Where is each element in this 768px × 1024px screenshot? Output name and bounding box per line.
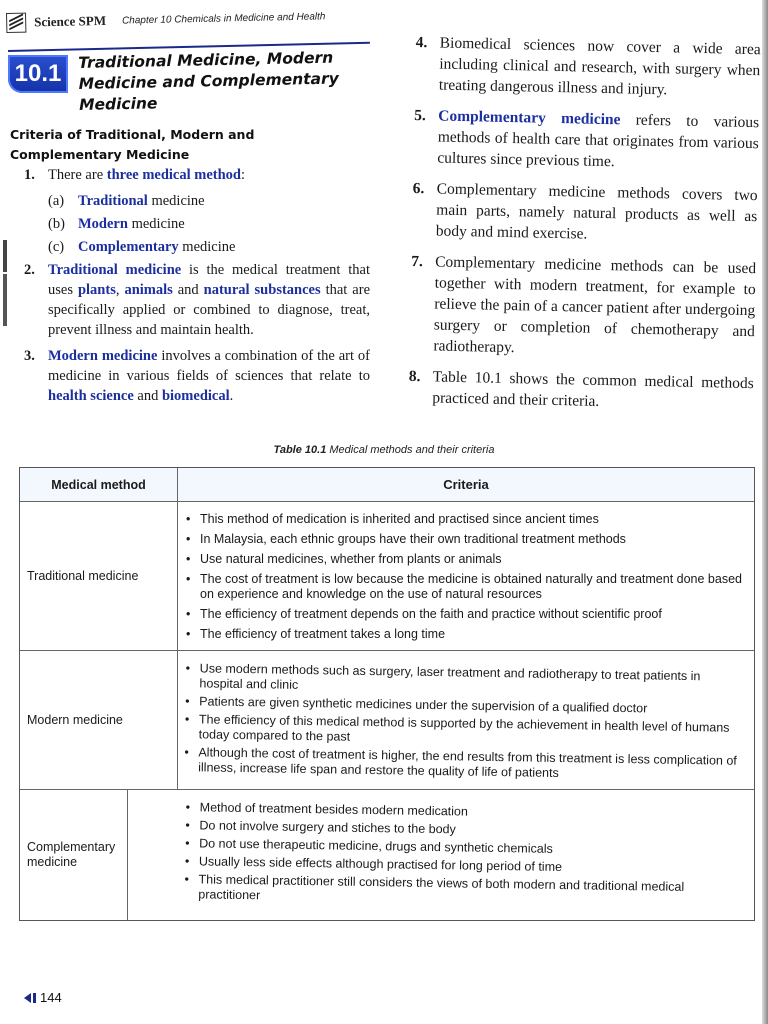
list-item-8 bbox=[408, 366, 754, 415]
sub-item-c bbox=[48, 237, 370, 257]
highlight-term: Traditional bbox=[78, 193, 148, 209]
criteria-bullet: • Use natural medicines, whether from plants or animals bbox=[186, 552, 746, 567]
right-column bbox=[408, 32, 761, 421]
criteria-cell bbox=[176, 790, 754, 929]
criteria-bullet: • Usually less side effects although practised for long period of time bbox=[185, 854, 745, 878]
text: medicine bbox=[147, 193, 205, 209]
publisher-logo-icon bbox=[6, 13, 26, 33]
sub-label: (b) bbox=[48, 216, 65, 232]
text: Complementary medicine methods covers two main parts, namely natural products as well as body and mind exercise. bbox=[435, 180, 758, 243]
highlight-term: Complementary medicine bbox=[438, 107, 621, 129]
item-number: 5. bbox=[414, 106, 427, 125]
text: refers to various methods of health care that originates from various cultures since previous time. bbox=[437, 111, 760, 171]
highlight-term: Complementary bbox=[78, 239, 179, 255]
criteria-bullet: • Although the cost of treatment is higher, the end results from this treatment is less complication of illness, increase life span and restore the quality of life of patients bbox=[184, 745, 744, 784]
page-edge-shadow bbox=[762, 0, 768, 1024]
item-number: 7. bbox=[411, 252, 423, 271]
chapter-title: Chapter 10 Chemicals in Medicine and Health bbox=[121, 10, 326, 27]
sub-label: (a) bbox=[48, 193, 65, 209]
section-number-badge: 10.1 bbox=[8, 55, 68, 93]
highlight-term: biomedical bbox=[161, 388, 230, 404]
criteria-cell bbox=[178, 502, 754, 650]
method-cell: Modern medicine bbox=[20, 651, 178, 789]
list-item-5 bbox=[413, 105, 759, 175]
item-number: 3. bbox=[24, 348, 35, 364]
list-item-7 bbox=[409, 251, 756, 363]
sub-label: (c) bbox=[48, 239, 65, 255]
text: involves a combination of the art of medicine in various fields of sciences that relate to bbox=[48, 348, 370, 384]
margin-mark bbox=[3, 240, 7, 272]
section-title: Traditional Medicine, Modern Medicine and Complementary Medicine bbox=[78, 48, 339, 114]
criteria-bullet: • The cost of treatment is low because the medicine is obtained naturally and treatment done based on experience and knowledge on the use of natural resources bbox=[186, 572, 746, 602]
book-name: Science SPM bbox=[34, 12, 107, 30]
text: , bbox=[115, 282, 125, 298]
table-row bbox=[20, 651, 754, 790]
method-cell: Complementary medicine bbox=[20, 790, 128, 920]
text: medicine bbox=[127, 216, 185, 232]
list-item-6 bbox=[412, 178, 758, 248]
criteria-bullet: • The efficiency of treatment depends on the faith and practice without scientific proof bbox=[186, 607, 746, 622]
criteria-bullet: • The efficiency of treatment takes a long time bbox=[186, 627, 746, 642]
table-caption bbox=[0, 444, 768, 456]
criteria-bullet: • Do not involve surgery and stiches to the body bbox=[185, 818, 745, 842]
page-footer bbox=[24, 990, 62, 1005]
list-item-1 bbox=[24, 165, 370, 185]
highlight-term: health science bbox=[48, 388, 134, 404]
table-caption-text: Medical methods and their criteria bbox=[326, 444, 495, 456]
text: medicine bbox=[178, 239, 236, 255]
text: There are bbox=[48, 167, 107, 183]
table-row bbox=[20, 502, 754, 651]
item-number: 6. bbox=[412, 179, 425, 198]
criteria-bullet: • Patients are given synthetic medicines under the supervision of a qualified doctor bbox=[185, 694, 745, 718]
column-header-method: Medical method bbox=[20, 468, 178, 501]
table-header bbox=[20, 468, 754, 502]
page-arrow-icon bbox=[24, 993, 31, 1003]
page-arrow-bar-icon bbox=[33, 993, 36, 1003]
highlight-term: plants bbox=[77, 282, 116, 298]
item-number: 2. bbox=[24, 262, 35, 278]
highlight-term: Modern medicine bbox=[48, 348, 158, 364]
left-column bbox=[24, 165, 370, 412]
list-item-2 bbox=[24, 260, 370, 340]
text: : bbox=[241, 167, 246, 183]
column-header-criteria: Criteria bbox=[443, 477, 489, 492]
table-caption-label: Table 10.1 bbox=[273, 444, 327, 456]
highlight-term: natural substances bbox=[203, 282, 321, 298]
running-header bbox=[6, 6, 326, 33]
highlight-term: Modern bbox=[78, 216, 128, 232]
criteria-bullet: • Method of treatment besides modern medication bbox=[186, 800, 746, 824]
list-item-3 bbox=[24, 346, 370, 406]
item-number: 1. bbox=[24, 167, 35, 183]
text: Table 10.1 shows the common medical methods practiced and their criteria. bbox=[432, 368, 754, 410]
method-cell: Traditional medicine bbox=[20, 502, 178, 650]
criteria-bullet: • Do not use therapeutic medicine, drugs and synthetic chemicals bbox=[185, 836, 745, 860]
highlight-term: three medical method bbox=[106, 167, 241, 183]
sub-item-b bbox=[48, 214, 370, 234]
criteria-bullet: • This medical practitioner still considers the views of both modern and traditional medical practitioner bbox=[184, 872, 744, 911]
criteria-bullet: • The efficiency of this medical method is supported by the achievement in health level of humans today compared to the past bbox=[185, 712, 745, 751]
list-item-4 bbox=[415, 32, 761, 102]
text: and bbox=[133, 388, 162, 404]
sub-item-a bbox=[48, 191, 370, 211]
highlight-term: Traditional medicine bbox=[48, 262, 182, 278]
margin-mark bbox=[3, 274, 7, 326]
page-number: 144 bbox=[40, 990, 62, 1005]
criteria-bullet: • This method of medication is inherited and practised since ancient times bbox=[186, 512, 746, 527]
text: Complementary medicine methods can be used together with modern treatment, for example to relieve the pain of a cancer patient after undergoing surgery or completion of chemotherapy and radiotherapy. bbox=[433, 253, 757, 357]
criteria-bullet: • In Malaysia, each ethnic groups have their own traditional treatment methods bbox=[186, 532, 746, 547]
item-number: 8. bbox=[408, 367, 421, 386]
criteria-bullet: • Use modern methods such as surgery, laser treatment and radiotherapy to treat patients in hospital and clinic bbox=[185, 661, 745, 700]
highlight-term: animals bbox=[124, 282, 173, 298]
criteria-cell bbox=[176, 651, 754, 798]
table-row bbox=[20, 790, 754, 920]
criteria-table bbox=[19, 467, 755, 921]
text: Biomedical sciences now cover a wide area including clinical and research, with surgery when treating dangerous illness and injury. bbox=[438, 34, 761, 99]
subheading: Criteria of Traditional, Modern and Complementary Medicine bbox=[10, 127, 255, 162]
text: that are specifically applied or combined to diagnose, treat, prevent illness and maintain health. bbox=[48, 282, 371, 338]
text: is the medical treatment that uses bbox=[48, 262, 370, 298]
item-number: 4. bbox=[415, 33, 428, 52]
text: and bbox=[172, 282, 204, 298]
text: . bbox=[229, 388, 234, 404]
